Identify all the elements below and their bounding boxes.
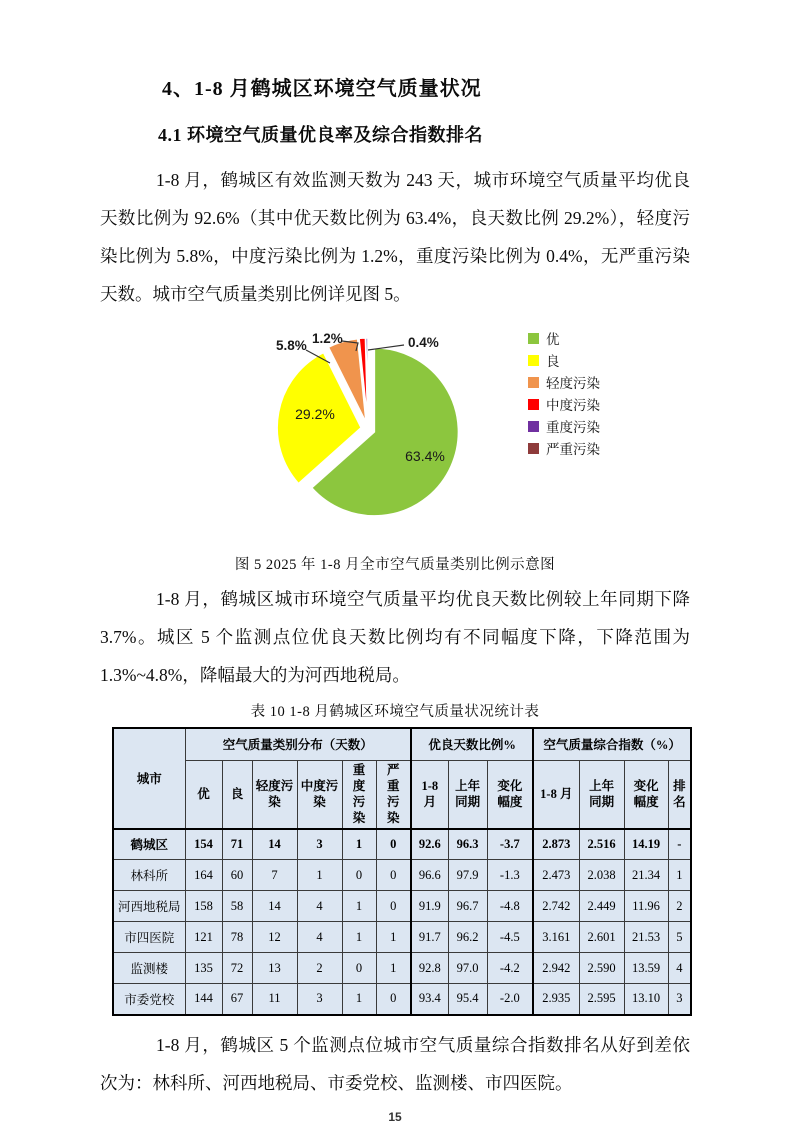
value-cell: 97.9 (448, 860, 487, 891)
city-cell: 鹤城区 (113, 829, 185, 860)
value-cell: 72 (222, 953, 252, 984)
value-cell: 2.449 (579, 891, 624, 922)
legend-item-重度污染 (528, 415, 600, 437)
value-cell: 13.10 (624, 984, 668, 1015)
value-cell: 95.4 (448, 984, 487, 1015)
value-cell: 2.873 (533, 829, 579, 860)
pie-chart (230, 319, 530, 541)
value-cell: 7 (252, 860, 297, 891)
legend-item-中度污染 (528, 393, 600, 415)
value-cell: 144 (185, 984, 222, 1015)
pie-data-label: 0.4% (408, 335, 439, 350)
city-cell: 监测楼 (113, 953, 185, 984)
value-cell: 3 (297, 984, 342, 1015)
value-cell: 78 (222, 922, 252, 953)
legend-color-swatch (528, 355, 539, 366)
value-cell: -1.3 (487, 860, 533, 891)
value-cell: 5 (668, 922, 691, 953)
figure-caption: 图 5 2025 年 1-8 月全市空气质量类别比例示意图 (234, 557, 556, 573)
header-sub-1: 良 (222, 760, 252, 829)
value-cell: 0 (376, 829, 411, 860)
value-cell: 1 (342, 984, 376, 1015)
value-cell: 3 (297, 829, 342, 860)
legend-item-轻度污染 (528, 371, 600, 393)
value-cell: 164 (185, 860, 222, 891)
header-group-1: 优良天数比例% (411, 728, 533, 760)
value-cell: 96.7 (448, 891, 487, 922)
value-cell: -3.7 (487, 829, 533, 860)
legend-label: 轻度污染 (546, 376, 600, 391)
value-cell: 0 (342, 953, 376, 984)
city-cell: 林科所 (113, 860, 185, 891)
table-row-监测楼 (113, 953, 691, 984)
value-cell: 13.59 (624, 953, 668, 984)
value-cell: 14 (252, 829, 297, 860)
header-sub-6: 1-8月 (411, 760, 448, 829)
value-cell: 4 (668, 953, 691, 984)
value-cell: 1 (342, 829, 376, 860)
value-cell: 0 (376, 984, 411, 1015)
value-cell: 71 (222, 829, 252, 860)
air-quality-stats-table (112, 727, 692, 1016)
header-sub-3: 中度污染 (297, 760, 342, 829)
header-sub-11: 变化幅度 (624, 760, 668, 829)
value-cell: 0 (376, 860, 411, 891)
city-cell: 市四医院 (113, 922, 185, 953)
value-cell: 21.34 (624, 860, 668, 891)
value-cell: 0 (342, 860, 376, 891)
page-number: 15 (388, 1109, 402, 1122)
header-group-2: 空气质量综合指数（%） (533, 728, 691, 760)
value-cell: 97.0 (448, 953, 487, 984)
value-cell: -4.8 (487, 891, 533, 922)
table-row-林科所 (113, 860, 691, 891)
subsection-heading: 4.1 环境空气质量优良率及综合指数排名 (158, 125, 483, 145)
value-cell: 0 (376, 891, 411, 922)
value-cell: 13 (252, 953, 297, 984)
header-sub-2: 轻度污染 (252, 760, 297, 829)
table-row-市委党校 (113, 984, 691, 1015)
pie-data-label: 1.2% (312, 331, 343, 346)
legend-item-严重污染 (528, 437, 600, 459)
value-cell: 1 (376, 953, 411, 984)
legend-color-swatch (528, 333, 539, 344)
legend-label: 中度污染 (546, 398, 600, 413)
value-cell: 2.595 (579, 984, 624, 1015)
value-cell: 67 (222, 984, 252, 1015)
paragraph-air-quality-summary: 1-8 月，鹤城区有效监测天数为 243 天，城市环境空气质量平均优良天数比例为 92.6%（其中优天数比例为 63.4%，良天数比例 29.2%），轻度污染比例为 5.8%，中度污染比例为 1.2%，重度污染比例为 0.4%，无严重污染天数。城市空气质量类别比例详见图 5。 (100, 170, 690, 304)
value-cell: 1 (342, 922, 376, 953)
value-cell: 92.6 (411, 829, 448, 860)
value-cell: 93.4 (411, 984, 448, 1015)
header-sub-7: 上年同期 (448, 760, 487, 829)
value-cell: 2.935 (533, 984, 579, 1015)
value-cell: 11 (252, 984, 297, 1015)
value-cell: 121 (185, 922, 222, 953)
legend-color-swatch (528, 377, 539, 388)
value-cell: 4 (297, 922, 342, 953)
value-cell: 2 (668, 891, 691, 922)
header-sub-10: 上年同期 (579, 760, 624, 829)
legend-item-良 (528, 349, 600, 371)
value-cell: 1 (668, 860, 691, 891)
pie-chart-figure (230, 319, 662, 541)
header-sub-5: 严重污染 (376, 760, 411, 829)
legend-color-swatch (528, 399, 539, 410)
value-cell: 96.3 (448, 829, 487, 860)
value-cell: 2.516 (579, 829, 624, 860)
value-cell: 60 (222, 860, 252, 891)
legend-label: 优 (546, 332, 560, 347)
legend-label: 严重污染 (546, 442, 600, 457)
pie-data-label: 5.8% (276, 338, 307, 353)
header-city: 城市 (113, 728, 185, 829)
legend-label: 重度污染 (546, 420, 600, 435)
value-cell: 3.161 (533, 922, 579, 953)
city-cell: 河西地税局 (113, 891, 185, 922)
value-cell: 91.9 (411, 891, 448, 922)
header-sub-0: 优 (185, 760, 222, 829)
value-cell: 96.6 (411, 860, 448, 891)
value-cell: 158 (185, 891, 222, 922)
value-cell: -2.0 (487, 984, 533, 1015)
value-cell: 91.7 (411, 922, 448, 953)
value-cell: 12 (252, 922, 297, 953)
paragraph-ranking: 1-8 月，鹤城区 5 个监测点位城市空气质量综合指数排名从好到差依次为：林科所、河西地税局、市委党校、监测楼、市四医院。 (100, 1034, 690, 1093)
table-row-市四医院 (113, 922, 691, 953)
value-cell: 11.96 (624, 891, 668, 922)
city-cell: 市委党校 (113, 984, 185, 1015)
section-heading: 4、1-8 月鹤城区环境空气质量状况 (162, 78, 482, 100)
table-row-河西地税局 (113, 891, 691, 922)
value-cell: 14 (252, 891, 297, 922)
legend-color-swatch (528, 443, 539, 454)
value-cell: -4.2 (487, 953, 533, 984)
pie-data-label: 29.2% (295, 406, 335, 422)
value-cell: 2.038 (579, 860, 624, 891)
header-sub-8: 变化幅度 (487, 760, 533, 829)
chart-legend (528, 327, 600, 459)
paragraph-trend: 1-8 月，鹤城区城市环境空气质量平均优良天数比例较上年同期下降 3.7%。城区 5 个监测点位优良天数比例均有不同幅度下降，下降范围为 1.3%~4.8%，降幅最大的为河西地税局。 (100, 589, 690, 685)
legend-item-优 (528, 327, 600, 349)
value-cell: 2 (297, 953, 342, 984)
value-cell: 58 (222, 891, 252, 922)
header-sub-4: 重度污染 (342, 760, 376, 829)
value-cell: 96.2 (448, 922, 487, 953)
header-group-0: 空气质量类别分布（天数） (185, 728, 411, 760)
header-sub-9: 1-8 月 (533, 760, 579, 829)
value-cell: 135 (185, 953, 222, 984)
value-cell: 2.590 (579, 953, 624, 984)
value-cell: 2.742 (533, 891, 579, 922)
header-sub-12: 排名 (668, 760, 691, 829)
legend-color-swatch (528, 421, 539, 432)
value-cell: 1 (376, 922, 411, 953)
value-cell: 2.473 (533, 860, 579, 891)
legend-label: 良 (546, 354, 560, 369)
value-cell: 3 (668, 984, 691, 1015)
value-cell: 2.601 (579, 922, 624, 953)
value-cell: -4.5 (487, 922, 533, 953)
table-caption: 表 10 1-8 月鹤城区环境空气质量状况统计表 (250, 704, 540, 720)
value-cell: 4 (297, 891, 342, 922)
value-cell: - (668, 829, 691, 860)
value-cell: 92.8 (411, 953, 448, 984)
value-cell: 154 (185, 829, 222, 860)
value-cell: 1 (342, 891, 376, 922)
value-cell: 21.53 (624, 922, 668, 953)
value-cell: 1 (297, 860, 342, 891)
pie-data-label: 63.4% (405, 448, 445, 464)
value-cell: 14.19 (624, 829, 668, 860)
value-cell: 2.942 (533, 953, 579, 984)
table-row-鹤城区 (113, 829, 691, 860)
